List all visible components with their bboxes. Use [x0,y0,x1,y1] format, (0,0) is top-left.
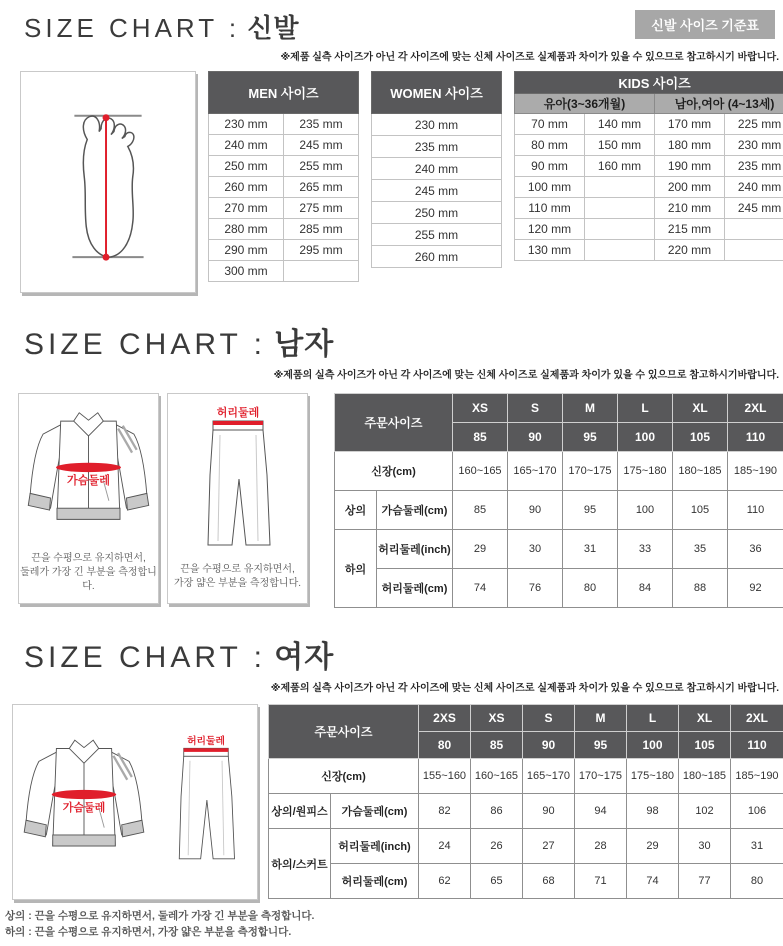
table-cell: 100 [618,491,673,530]
table-cell: 225 mm [725,114,783,135]
table-row [372,246,502,268]
pants-caption-line1: 끈을 수평으로 유지하면서, [168,563,307,577]
table-row [209,156,359,177]
group-label: 하의 [335,530,377,608]
table-row [335,530,783,569]
order-size-header: 주문사이즈 [269,705,419,759]
table-cell: 245 mm [372,180,502,202]
women-title-en: SIZE CHART : [24,641,266,674]
table-cell: 31 [731,829,783,864]
bottom-measure-instruction: 하의 : 끈을 수평으로 유지하면서, 가장 얇은 부분을 측정합니다. [5,924,783,940]
table-cell: 235 mm [284,114,359,135]
table-cell: 160 mm [585,156,655,177]
table-cell: 82 [419,794,471,829]
table-cell: 28 [575,829,627,864]
table-cell: 65 [471,864,523,899]
shoes-note: ※제품 실측 사이즈가 아닌 각 사이즈에 맞는 신체 사이즈로 실제품과 차이가 있을 수 있으므로 참고하시기 바랍니다. [0,45,783,69]
column-subheader: 남아,여아 (4~13세) [655,94,783,114]
column-header: 100 [618,423,673,452]
table-cell: 150 mm [585,135,655,156]
column-header: 110 [731,732,783,759]
table-cell: 175~180 [618,452,673,491]
table-row [209,177,359,198]
table-cell: 30 [508,530,563,569]
shoes-title-en: SIZE CHART : [24,13,240,43]
section-shoes [0,0,783,293]
table-row [515,94,783,114]
table-cell: 220 mm [655,240,725,261]
column-header: 95 [563,423,618,452]
column-header: 90 [523,732,575,759]
row-label: 허리둘레(inch) [377,530,453,569]
column-header: M [575,705,627,732]
table-cell: 295 mm [284,240,359,261]
table-cell: 280 mm [209,219,284,240]
order-size-header: 주문사이즈 [335,394,453,452]
group-label: 상의 [335,491,377,530]
column-header: XS [471,705,523,732]
column-header: 100 [627,732,679,759]
table-cell: 185~190 [731,759,783,794]
table-row [515,240,783,261]
table-cell: 155~160 [419,759,471,794]
table-row [335,452,783,491]
table-cell: 35 [673,530,728,569]
table-cell: 94 [575,794,627,829]
row-label: 가슴둘레(cm) [377,491,453,530]
men-jacket-measure-diagram [18,393,159,604]
group-label: 상의/원피스 [269,794,331,829]
table-cell: 250 mm [209,156,284,177]
table-cell: 165~170 [523,759,575,794]
column-header: 2XL [728,394,783,423]
foot-measure-diagram [20,71,196,293]
column-header: KIDS 사이즈 [515,72,783,94]
table-cell: 80 [731,864,783,899]
pants-caption [168,563,307,603]
column-header: M [563,394,618,423]
column-header: XL [673,394,728,423]
table-cell [585,219,655,240]
table-cell: 175~180 [627,759,679,794]
table-cell: 170~175 [575,759,627,794]
column-header: 105 [679,732,731,759]
table-row [335,394,783,423]
table-cell: 290 mm [209,240,284,261]
column-header: XS [453,394,508,423]
table-cell: 285 mm [284,219,359,240]
table-cell: 300 mm [209,261,284,282]
column-header: S [508,394,563,423]
table-row [372,114,502,136]
column-header: L [618,394,673,423]
kids-shoe-size-table [514,71,783,261]
foot-outline-icon [21,72,195,292]
table-cell: 130 mm [515,240,585,261]
table-row [515,156,783,177]
table-cell: 240 mm [209,135,284,156]
table-cell: 230 mm [725,135,783,156]
table-cell: 185~190 [728,452,783,491]
table-cell: 110 mm [515,198,585,219]
table-cell: 100 mm [515,177,585,198]
table-row [335,569,783,608]
table-cell: 240 mm [725,177,783,198]
table-cell [585,240,655,261]
table-row [515,114,783,135]
table-row [269,705,783,732]
women-title-ko: 여자 [274,641,334,674]
table-cell: 190 mm [655,156,725,177]
table-cell: 98 [627,794,679,829]
table-cell: 120 mm [515,219,585,240]
table-cell: 180~185 [679,759,731,794]
table-cell: 245 mm [284,135,359,156]
women-clothes-size-table [268,704,783,899]
table-cell: 240 mm [372,158,502,180]
table-cell [585,177,655,198]
chest-measure-label: 가슴둘레 [63,800,106,814]
table-cell: 210 mm [655,198,725,219]
men-note: ※제품의 실측 사이즈가 아닌 각 사이즈에 맞는 신체 사이즈로 실제품과 차이가 있을 수 있으므로 참고하시기바랍니다. [0,363,783,387]
shoes-title-ko: 신발 [247,13,299,43]
table-cell: 74 [453,569,508,608]
table-cell: 90 [523,794,575,829]
women-note: ※제품의 실측 사이즈가 아닌 각 사이즈에 맞는 신체 사이즈로 실제품과 차이가 있을 수 있으므로 참고하시기 바랍니다. [0,676,783,700]
table-cell: 255 mm [284,156,359,177]
table-row [515,198,783,219]
women-shoe-size-table [371,71,502,268]
table-cell: 180~185 [673,452,728,491]
column-header: L [627,705,679,732]
men-title-en: SIZE CHART : [24,328,266,361]
jacket-icon [15,726,153,879]
waist-measure-label: 허리둘레 [187,733,225,746]
table-cell: 275 mm [284,198,359,219]
column-header: WOMEN 사이즈 [372,72,502,114]
women-measure-diagram [12,704,258,900]
men-title [24,319,334,363]
shoe-size-standard-badge: 신발 사이즈 기준표 [635,10,775,39]
table-cell [585,198,655,219]
table-row [515,135,783,156]
table-cell: 26 [471,829,523,864]
column-header: 85 [453,423,508,452]
table-cell: 24 [419,829,471,864]
table-cell: 245 mm [725,198,783,219]
table-cell: 36 [728,530,783,569]
table-row [372,224,502,246]
table-cell: 215 mm [655,219,725,240]
section-men [0,311,783,608]
table-cell: 170~175 [563,452,618,491]
group-label: 하의/스커트 [269,829,331,899]
table-row [372,136,502,158]
table-cell: 31 [563,530,618,569]
table-cell: 260 mm [372,246,502,268]
column-header: 85 [471,732,523,759]
table-cell: 165~170 [508,452,563,491]
row-label: 신장(cm) [269,759,419,794]
column-header: S [523,705,575,732]
table-cell: 270 mm [209,198,284,219]
table-cell: 255 mm [372,224,502,246]
table-row [209,198,359,219]
table-cell: 29 [453,530,508,569]
jacket-caption [19,552,158,606]
table-row [372,180,502,202]
jacket-caption-line1: 끈을 수평으로 유지하면서, [19,552,158,566]
table-cell: 250 mm [372,202,502,224]
table-cell: 92 [728,569,783,608]
row-label: 허리둘레(cm) [377,569,453,608]
table-cell: 90 mm [515,156,585,177]
table-row [209,219,359,240]
table-cell: 265 mm [284,177,359,198]
table-cell: 29 [627,829,679,864]
table-cell [725,219,783,240]
row-label: 허리둘레(cm) [331,864,419,899]
pants-icon [157,720,255,885]
column-header: 2XS [419,705,471,732]
column-header: 110 [728,423,783,452]
table-row [209,261,359,282]
men-clothes-size-table [334,393,783,608]
table-cell [284,261,359,282]
table-cell: 105 [673,491,728,530]
top-measure-instruction: 상의 : 끈을 수평으로 유지하면서, 둘레가 가장 긴 부분을 측정합니다. [5,908,783,924]
table-row [372,202,502,224]
table-cell: 62 [419,864,471,899]
table-row [209,135,359,156]
jacket-icon [19,394,158,552]
table-cell: 80 mm [515,135,585,156]
table-row [269,864,783,899]
table-cell: 85 [453,491,508,530]
table-cell: 160~165 [471,759,523,794]
section-women [0,624,783,940]
column-header: 80 [419,732,471,759]
table-cell: 140 mm [585,114,655,135]
table-cell: 180 mm [655,135,725,156]
column-header: 90 [508,423,563,452]
table-cell: 106 [731,794,783,829]
table-cell: 90 [508,491,563,530]
row-label: 신장(cm) [335,452,453,491]
column-header: 105 [673,423,728,452]
table-row [209,240,359,261]
pants-icon [168,394,307,563]
chest-measure-label: 가슴둘레 [67,473,110,487]
pants-caption-line2: 가장 얇은 부분을 측정합니다. [168,577,307,591]
table-cell: 260 mm [209,177,284,198]
column-header: XL [679,705,731,732]
table-cell: 30 [679,829,731,864]
table-cell: 33 [618,530,673,569]
men-shoe-size-table [208,71,359,282]
jacket-caption-line2: 둘레가 가장 긴 부분을 측정합니다. [19,566,158,594]
table-cell: 74 [627,864,679,899]
measure-instructions [5,908,783,940]
table-cell: 71 [575,864,627,899]
table-cell: 76 [508,569,563,608]
table-cell: 70 mm [515,114,585,135]
table-row [515,219,783,240]
shoes-title [24,8,300,45]
men-pants-measure-diagram [167,393,308,604]
table-cell: 170 mm [655,114,725,135]
table-cell [725,240,783,261]
table-cell: 230 mm [209,114,284,135]
table-cell: 230 mm [372,114,502,136]
table-cell: 200 mm [655,177,725,198]
table-cell: 102 [679,794,731,829]
table-row [515,72,783,94]
table-row [515,177,783,198]
table-cell: 95 [563,491,618,530]
table-cell: 235 mm [725,156,783,177]
table-row [269,829,783,864]
column-header: MEN 사이즈 [209,72,359,114]
table-row [372,158,502,180]
table-cell: 77 [679,864,731,899]
table-cell: 160~165 [453,452,508,491]
table-cell: 80 [563,569,618,608]
waist-measure-label: 허리둘레 [216,405,259,419]
column-header: 95 [575,732,627,759]
table-row [372,72,502,114]
table-row [209,72,359,114]
column-header: 2XL [731,705,783,732]
table-cell: 84 [618,569,673,608]
table-cell: 27 [523,829,575,864]
table-row [209,114,359,135]
table-row [269,794,783,829]
men-title-ko: 남자 [274,328,334,361]
table-cell: 88 [673,569,728,608]
row-label: 가슴둘레(cm) [331,794,419,829]
table-row [269,759,783,794]
table-cell: 110 [728,491,783,530]
women-title [24,632,334,676]
table-cell: 86 [471,794,523,829]
table-cell: 68 [523,864,575,899]
table-cell: 235 mm [372,136,502,158]
row-label: 허리둘레(inch) [331,829,419,864]
table-row [335,491,783,530]
column-subheader: 유아(3~36개월) [515,94,655,114]
